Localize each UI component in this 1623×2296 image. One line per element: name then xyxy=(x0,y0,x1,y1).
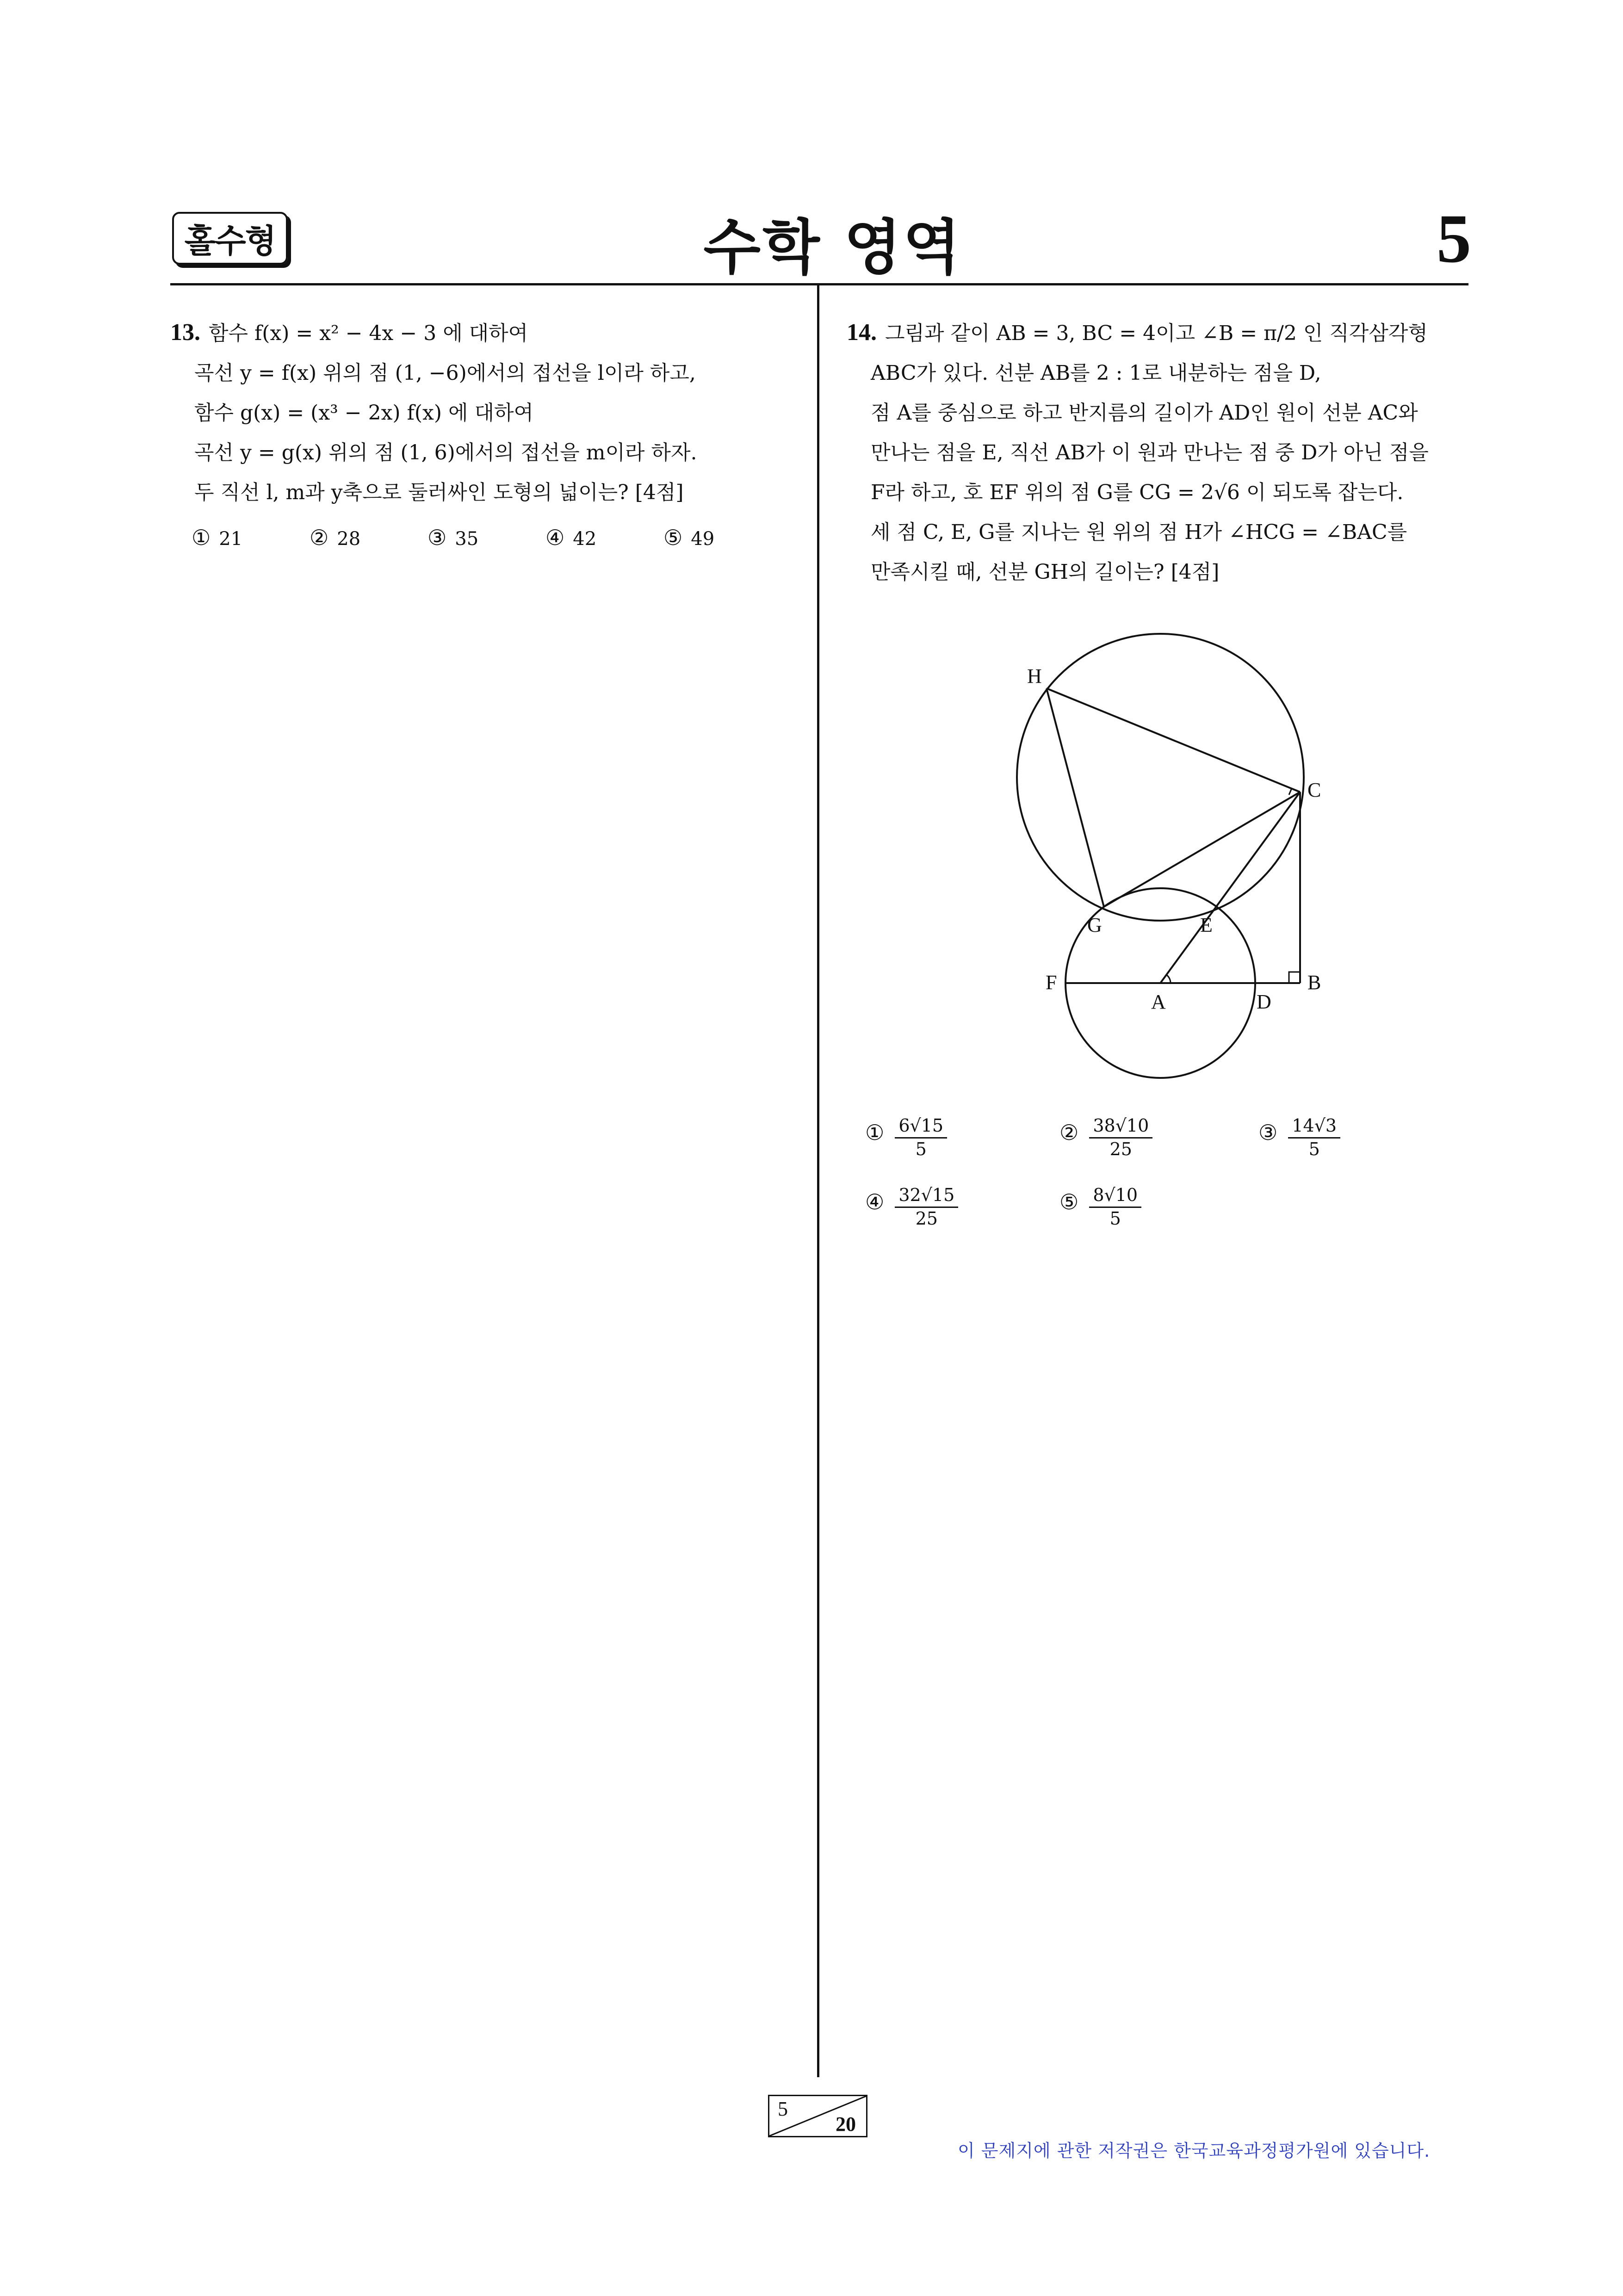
column-divider xyxy=(817,283,819,2077)
q14-choice-2[interactable]: ② $\frac{38√10}{25}$ xyxy=(1059,1115,1152,1160)
q13-choice-5[interactable]: ⑤ 49 xyxy=(663,525,715,550)
q14-number: 14. xyxy=(847,319,877,346)
angle-a-arc xyxy=(1166,975,1171,983)
q13-choice-1[interactable]: ① 21 xyxy=(192,525,243,550)
page-current: 5 xyxy=(778,2098,788,2120)
header-rule xyxy=(170,283,1468,285)
label-a: A xyxy=(1151,990,1166,1013)
label-d: D xyxy=(1257,990,1271,1013)
question-14 xyxy=(847,313,1467,592)
q14-choices xyxy=(865,1115,1420,1249)
label-h: H xyxy=(1027,665,1042,687)
label-e: E xyxy=(1200,914,1213,936)
copyright-notice: 이 문제지에 관한 저작권은 한국교육과정평가원에 있습니다. xyxy=(958,2141,1431,2161)
q14-line-3: 점 A를 중심으로 하고 반지름의 길이가 AD인 원이 선분 AC와 xyxy=(871,401,1418,425)
page-total: 20 xyxy=(836,2113,856,2135)
q14-line-7: 만족시킬 때, 선분 GH의 길이는? [4점] xyxy=(871,560,1220,584)
label-c: C xyxy=(1307,779,1321,801)
q13-line-4: 곡선 y = g(x) 위의 점 (1, 6)에서의 접선을 m이라 하자. xyxy=(194,441,697,464)
q14-line-6: 세 점 C, E, G를 지나는 원 위의 점 H가 ∠HCG = ∠BAC를 xyxy=(871,520,1407,544)
q13-choice-3[interactable]: ③ 35 xyxy=(427,525,479,550)
form-type-badge: 홀수형 xyxy=(172,212,288,265)
q14-choice-1[interactable]: ① $\frac{6√15}{5}$ xyxy=(865,1115,947,1160)
label-g: G xyxy=(1087,914,1102,936)
q14-choice-4[interactable]: ④ $\frac{32√15}{25}$ xyxy=(865,1184,958,1230)
q14-line-2: ABC가 있다. 선분 AB를 2 : 1로 내분하는 점을 D, xyxy=(871,361,1321,385)
label-f: F xyxy=(1046,971,1057,994)
right-angle-marker xyxy=(1289,972,1300,983)
q14-choice-5[interactable]: ⑤ $\frac{8√10}{5}$ xyxy=(1059,1184,1141,1230)
q13-choices xyxy=(192,525,793,562)
page-counter xyxy=(768,2095,867,2137)
segment-a-c xyxy=(1160,792,1300,983)
q13-choice-4[interactable]: ④ 42 xyxy=(545,525,597,550)
q13-line-1: 13. 함수 f(x) = x² − 4x − 3 에 대하여 xyxy=(170,319,528,346)
segment-g-c xyxy=(1104,792,1300,907)
q13-choice-2[interactable]: ② 28 xyxy=(310,525,361,550)
q13-line-2: 곡선 y = f(x) 위의 점 (1, −6)에서의 접선을 l이라 하고, xyxy=(194,361,696,385)
circle-through-c-e-g xyxy=(1017,634,1304,921)
q14-figure xyxy=(995,615,1337,1092)
q13-number: 13. xyxy=(170,319,200,346)
q14-line-5: F라 하고, 호 EF 위의 점 G를 CG = 2√6 이 되도록 잡는다. xyxy=(871,481,1404,504)
question-13 xyxy=(170,313,799,513)
q14-choice-3[interactable]: ③ $\frac{14√3}{5}$ xyxy=(1258,1115,1340,1160)
q13-line-5: 두 직선 l, m과 y축으로 둘러싸인 도형의 넓이는? [4점] xyxy=(194,481,684,504)
angle-c-marker xyxy=(1289,788,1292,795)
q13-line-3: 함수 g(x) = (x³ − 2x) f(x) 에 대하여 xyxy=(194,401,533,425)
page-number: 5 xyxy=(1437,200,1471,277)
q14-line-4: 만나는 점을 E, 직선 AB가 이 원과 만나는 점 중 D가 아닌 점을 xyxy=(871,441,1429,464)
page-title: 수학 영역 xyxy=(703,213,962,282)
segment-h-c xyxy=(1047,688,1300,792)
q14-line-1: 14. 그림과 같이 AB = 3, BC = 4이고 ∠B = π/2 인 직각삼각형 xyxy=(847,319,1428,346)
label-b: B xyxy=(1307,971,1321,994)
